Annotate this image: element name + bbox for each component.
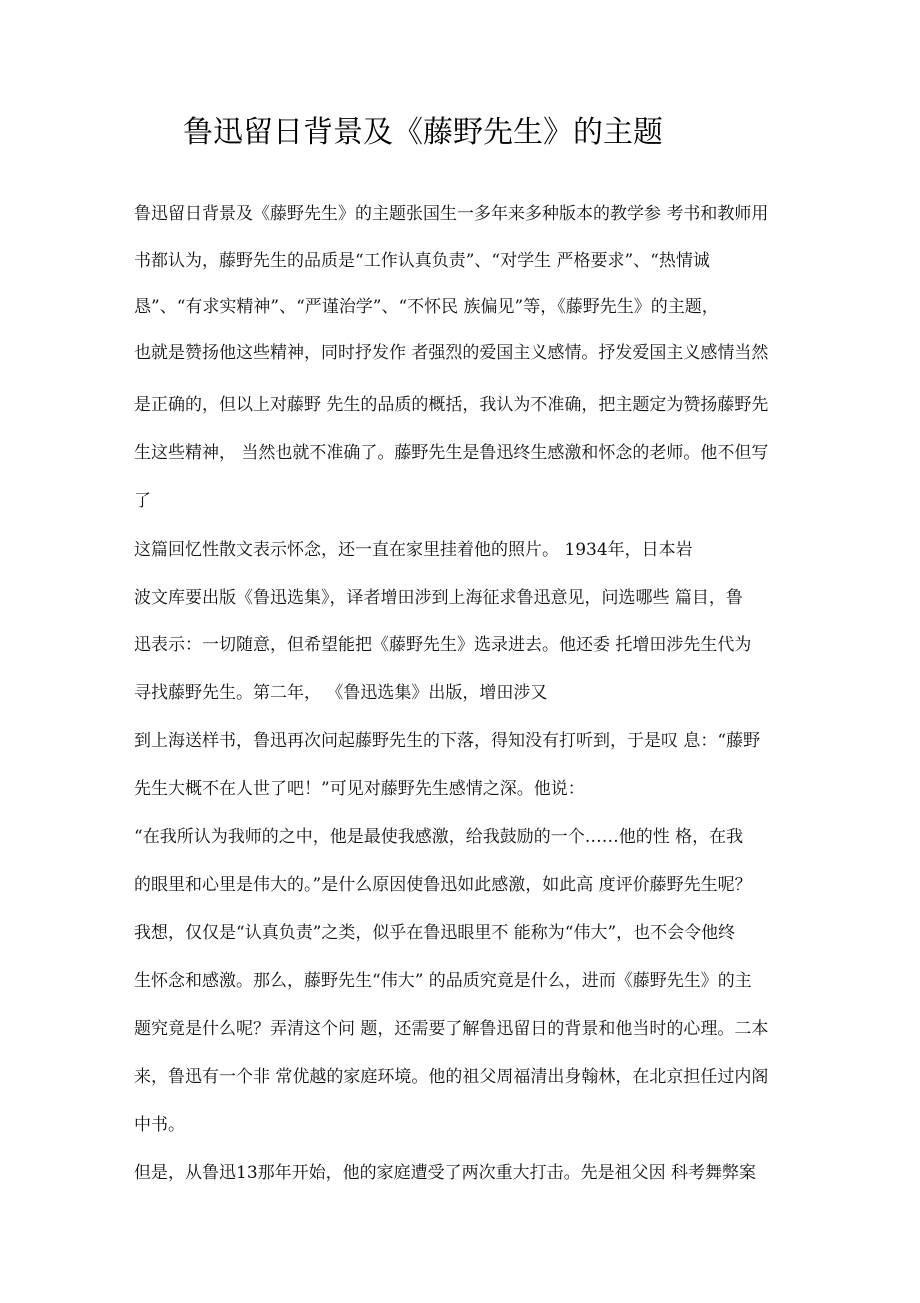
text-line: 鲁迅留日背景及《藤野先生》的主题张国生一多年来多种版本的教学参 考书和教师用 — [134, 204, 769, 224]
text-line: 先生大概不在人世了吧！”可见对藤野先生感情之深。他说： — [134, 779, 585, 799]
text-line: 书都认为，藤野先生的品质是“工作认真负责”、“对学生 严格要求”、“热情诚 — [134, 251, 710, 271]
text-line: 我想，仅仅是“认真负责”之类，似乎在鲁迅眼里不 能称为“伟大”，也不会令他终 — [134, 923, 736, 943]
text-line: 迅表示：一切随意，但希望能把《藤野先生》选录进去。他还委 托增田涉先生代为 — [134, 635, 752, 655]
text-line: 到上海送样书，鲁迅再次问起藤野先生的下落，得知没有打听到，于是叹 息：“藤野 — [134, 731, 761, 751]
text-line: 题究竟是什么呢？弄清这个问 题，还需要了解鲁迅留日的背景和他当时的心理。二本 — [134, 1019, 769, 1039]
text-line: 波文库要出版《鲁迅选集》，译者增田涉到上海征求鲁迅意见，问选哪些 篇目，鲁 — [134, 588, 743, 608]
text-line: 恳”、“有求实精神”、“严谨治学”、“不怀民 族偏见”等，《藤野先生》的主题， — [134, 297, 719, 317]
text-line: 但是，从鲁迅13那年开始，他的家庭遭受了两次重大打击。先是祖父因 科考舞弊案 — [134, 1163, 757, 1183]
text-line: 寻找藤野先生。第二年， 《鲁迅选集》出版，增田涉又 — [134, 683, 548, 703]
text-line: 也就是赞扬他这些精神，同时抒发作 者强烈的爱国主义感情。抒发爱国主义感情当然 — [134, 343, 769, 363]
text-line: 来，鲁迅有一个非 常优越的家庭环境。他的祖父周福清出身翰林，在北京担任过内阁 — [134, 1067, 769, 1087]
text-line: 这篇回忆性散文表示怀念，还一直在家里挂着他的照片。 1934年，日本岩 — [134, 540, 693, 560]
text-line: 中书。 — [134, 1115, 185, 1135]
text-line: “在我所认为我师的之中，他是最使我感激，给我鼓励的一个……他的性 格，在我 — [134, 827, 744, 847]
text-line: 的眼里和心里是伟大的。”是什么原因使鲁迅如此感激，如此高 度评价藤野先生呢？ — [134, 875, 752, 895]
text-line: 生这些精神， 当然也就不准确了。藤野先生是鲁迅终生感激和怀念的老师。他不但写 — [134, 443, 769, 463]
text-line: 生怀念和感激。那么，藤野先生“伟大” 的品质究竟是什么，进而《藤野先生》的主 — [134, 971, 752, 991]
text-line: 是正确的，但以上对藤野 先生的品质的概括，我认为不准确，把主题定为赞扬藤野先 — [134, 395, 769, 415]
document-title: 鲁迅留日背景及《藤野先生》的主题 — [183, 115, 663, 150]
text-line: 了 — [134, 491, 151, 511]
